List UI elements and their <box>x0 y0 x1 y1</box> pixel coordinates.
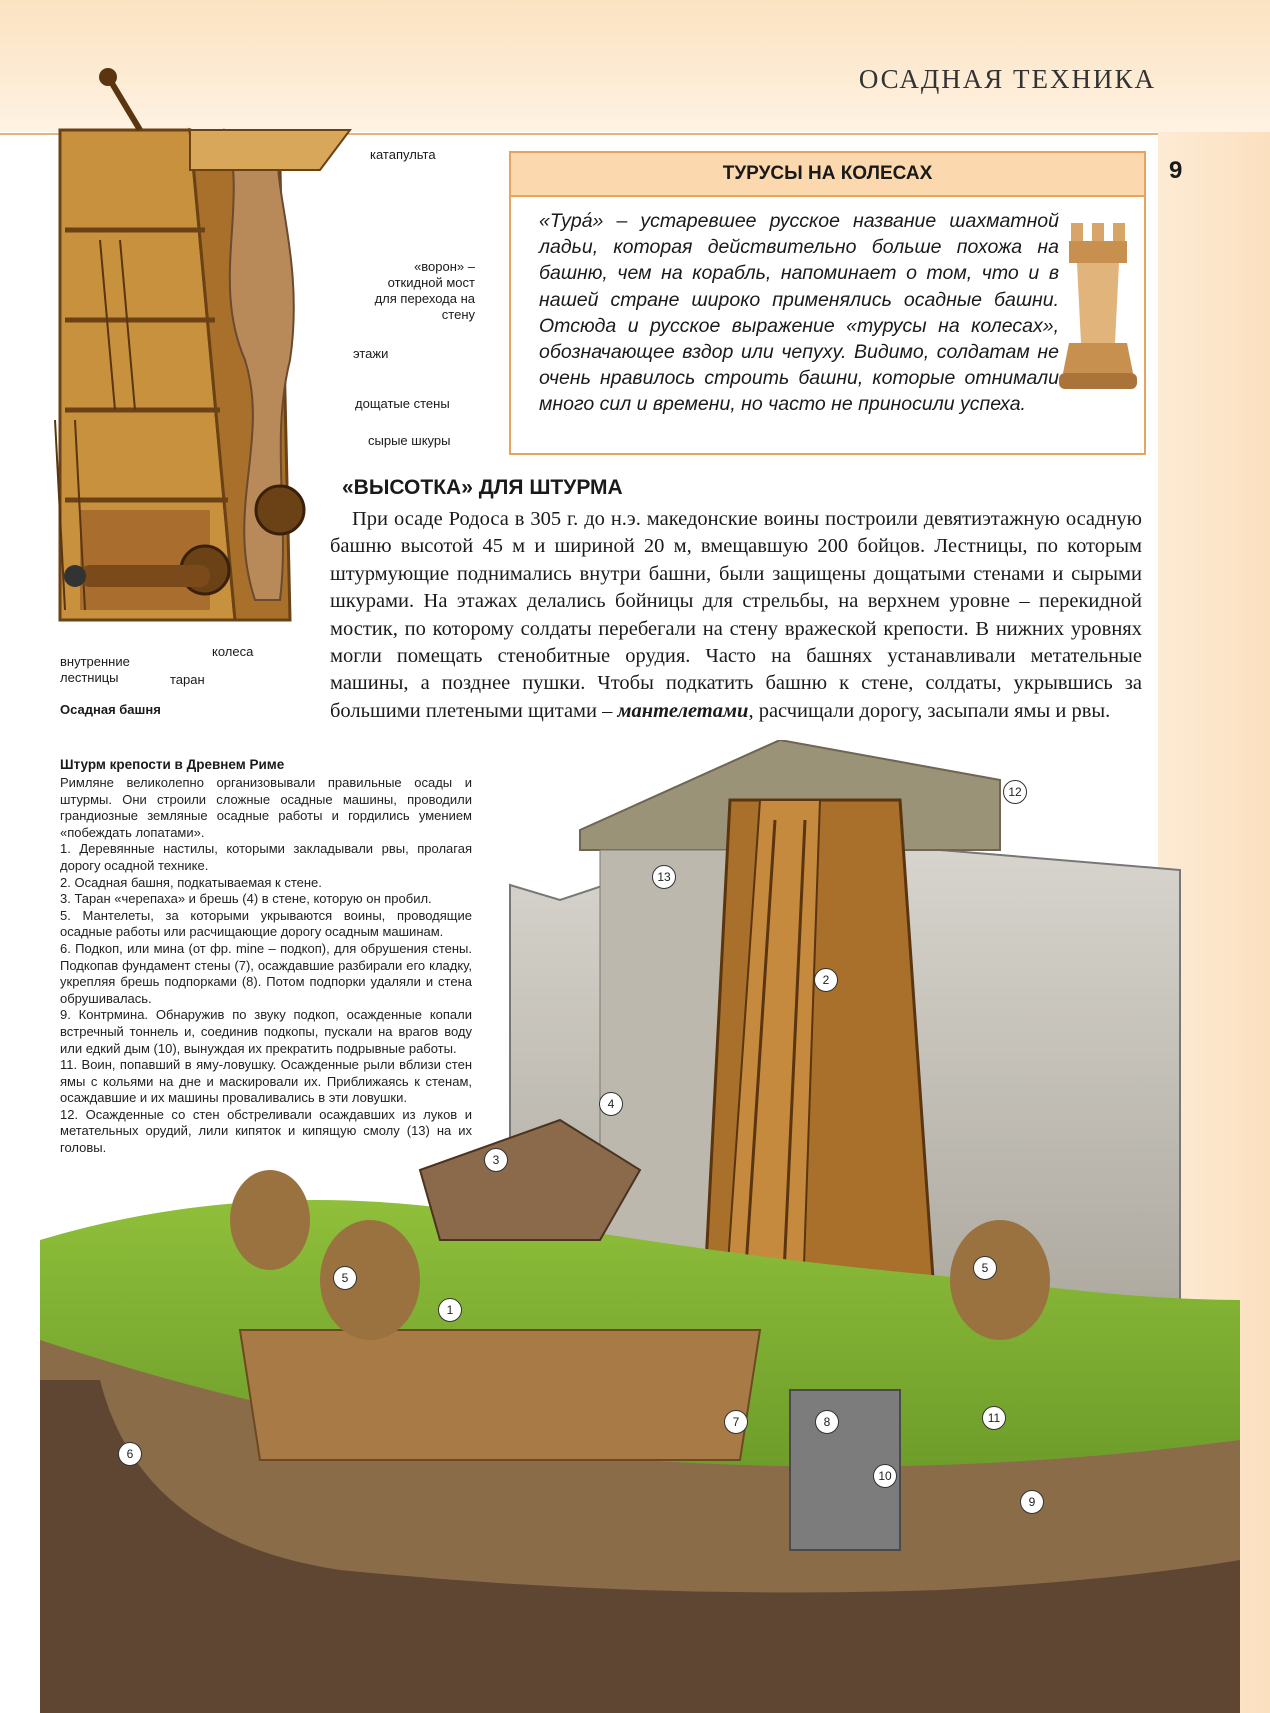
scene-marker-2: 2 <box>814 968 838 992</box>
chess-rook-image <box>1059 223 1137 393</box>
sidebar-item: 3. Таран «черепаха» и брешь (4) в стене, которую он пробил. <box>60 891 432 907</box>
section-emphasis: мантелетами <box>617 699 749 722</box>
label-raw-hides: сырые шкуры <box>368 433 451 448</box>
tower-caption: Осадная башня <box>60 702 161 717</box>
sidebar-item: 11. Воин, попавший в яму-ловушку. Осажденные рыли вблизи стен ямы с кольями на дне и маскировали их. Приближаясь к стенам, осаждавшие и их машины проваливались в эти ловушки. <box>60 1057 472 1106</box>
scene-marker-8: 8 <box>815 1410 839 1434</box>
scene-marker-9: 9 <box>1020 1490 1044 1514</box>
scene-marker-7: 7 <box>724 1410 748 1434</box>
section-title: «ВЫСОТКА» ДЛЯ ШТУРМА <box>342 476 623 499</box>
siege-scene-illustration <box>40 740 1240 1713</box>
section-body <box>330 506 1142 725</box>
sidebar-item: 2. Осадная башня, подкатываемая к стене. <box>60 874 322 890</box>
scene-marker-4: 4 <box>599 1092 623 1116</box>
sidebar-item: 9. Контрмина. Обнаружив по звуку подкоп, осажденные копали встречный тоннель и, соединив подкопы, пускали на врагов воду или едкий дым (10), вынуждая их прекратить подрывные работы. <box>60 1007 472 1056</box>
sidebar-item: 12. Осажденные со стен обстреливали осаждавших из луков и метательных орудий, лили кипяток и кипящую смолу (13) на их головы. <box>60 1106 472 1156</box>
section-header: ОСАДНАЯ ТЕХНИКА <box>858 64 1156 94</box>
label-inner-ladders: внутренние лестницы <box>60 654 130 685</box>
sidebar-title: Штурм крепости в Древнем Риме <box>60 757 285 772</box>
section-text-before: При осаде Родоса в 305 г. до н.э. македонские воины построили девятиэтажную осадную башню высотой 45 м и шириной 20 м, вмещавшую 200 бойцов. Лестницы, по которым штурмующие поднимались внутри башни, были защищены дощатыми стенами и сырыми шкурами. На этажах делались бойницы для стрельбы, на верхнем уровне – перекидной мостик, по которому солдаты перебегали на стену вражеской крепости. В нижних уровнях могли помещать стенобитные орудия. Часто на башнях устанавливали метательные машины, а позднее пушки. Чтобы подкатить башню к стене, солдаты, укрывшись за большими плетеными щитами – <box>330 508 1142 722</box>
tower-frame <box>55 68 350 620</box>
scene-marker-1: 1 <box>438 1298 462 1322</box>
section-text-after: , расчищали дорогу, засыпали ямы и рвы. <box>748 699 1111 722</box>
info-box <box>509 151 1146 455</box>
sidebar-intro: Римляне великолепно организовывали правильные осады и штурмы. Они строили сложные осадные машины, проводили грандиозные земляные осадные работы и гордились умением «побеждать лопатами». <box>60 775 472 840</box>
label-plank-walls: дощатые стены <box>355 396 450 411</box>
sidebar-item: 6. Подкоп, или мина (от фр. mine – подкоп), для обрушения стены. Подкопав фундамент стены (7), осаждавшие разбирали его кладку, укрепляя брешь подпорками (8). Потом подпорки удаляли и стена обрушивалась. <box>60 940 472 1006</box>
scene-marker-11: 11 <box>982 1406 1006 1430</box>
scene-marker-6: 6 <box>118 1442 142 1466</box>
label-wheels: колеса <box>212 644 254 659</box>
label-floors: этажи <box>353 346 389 361</box>
scene-marker-5b: 5 <box>973 1256 997 1280</box>
scene-marker-5: 5 <box>333 1266 357 1290</box>
sidebar-item: 5. Мантелеты, за которыми укрываются воины, проводящие осадные работы или расчищающие дорогу осадным машинам. <box>60 907 472 940</box>
label-catapult: катапульта <box>370 147 436 162</box>
scene-marker-13: 13 <box>652 865 676 889</box>
sidebar-item: 1. Деревянные настилы, которыми закладывали рвы, пролагая дорогу осадной технике. <box>60 841 472 873</box>
label-raven-bridge: «ворон» – откидной мост для перехода на стену <box>374 259 475 322</box>
info-box-text: «Тура́» – устаревшее русское название шахматной ладьи, которая действительно больше похожа на башню, чем на корабль, напоминает о том, что и в нашей стране широко применялись осадные башни. Отсюда и русское выражение «турусы на колесах», обозначающее вздор или чепуху. Видимо, солдатам не очень нравилось строить башни, которые отнимали много сил и времени, но часто не приносили успеха. <box>539 210 1059 416</box>
scene-marker-10: 10 <box>873 1464 897 1488</box>
label-ram: таран <box>170 672 205 687</box>
scene-marker-3: 3 <box>484 1148 508 1172</box>
page-number: 9 <box>1169 157 1183 184</box>
info-box-title: ТУРУСЫ НА КОЛЕСАХ <box>511 153 1144 197</box>
scene-marker-12: 12 <box>1003 780 1027 804</box>
